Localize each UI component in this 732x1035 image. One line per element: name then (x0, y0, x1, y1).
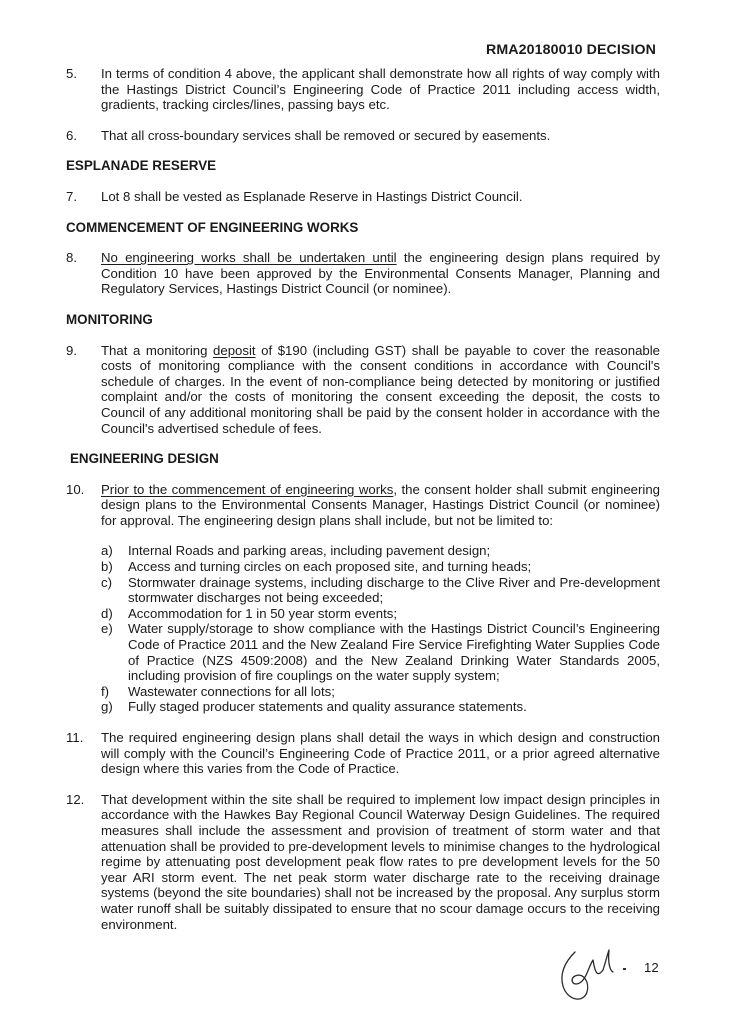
condition-text: , the consent holder shall submit engineering design plans to the Environmental Consents Manager, Hastings District Council (or nominee) for approval. The engineering design plans shall include, but not be limited to: (101, 481, 660, 528)
list-letter: e) (101, 621, 113, 637)
condition-text: That development within the site shall be required to implement low impact design principles in accordance with the Hawkes Bay Regional Council Waterway Design Guidelines. The required measures shall include the assessment and provision of treatment of storm water and that attenuation shall be provided to pre-development levels to minimise changes to the hydrological regime by attenuating post development peak flow rates to pre development levels for the 50 year ARI storm event. The net peak storm water discharge rate to the receiving drainage systems (beyond the site boundaries) shall not be increased by the proposal. Any surplus storm water runoff shall be suitably dissipated to ensure that no scour damage occurs to the receiving environment. (101, 791, 660, 932)
condition-5 (66, 66, 660, 113)
condition-number: 10. (66, 481, 85, 497)
design-plan-requirements-list (101, 543, 660, 715)
condition-text: That all cross-boundary services shall be removed or secured by easements. (101, 127, 551, 143)
condition-text: the engineering design plans required by Condition 10 have been approved by the Environmental Consents Manager, Planning and Regulatory Services, Hastings District Council (or nominee). (101, 250, 660, 297)
list-item-text: Stormwater drainage systems, including discharge to the Clive River and Pre-development stormwater discharges not being exceeded; (128, 574, 660, 606)
list-item (101, 575, 660, 606)
page-number: 12 (644, 960, 659, 975)
section-heading-commencement: COMMENCEMENT OF ENGINEERING WORKS (66, 219, 359, 235)
condition-number: 12. (66, 791, 85, 807)
section-heading-esplanade: ESPLANADE RESERVE (66, 158, 217, 174)
condition-12 (66, 792, 660, 932)
list-item (101, 684, 660, 700)
list-letter: g) (101, 699, 113, 715)
condition-text: of $190 (including GST) shall be payable to cover the reasonable costs of monitoring compliance with the consent conditions in accordance with Council's schedule of charges. In the event of non-compliance being detected by monitoring or justified complaint and/or the costs of monitoring the consent exceeding the deposit, the costs to Council of any additional monitoring shall be paid by the consent holder in accordance with the Council's advertised schedule of fees. (101, 342, 660, 436)
condition-7 (66, 189, 660, 205)
list-letter: a) (101, 543, 113, 559)
condition-text: In terms of condition 4 above, the applicant shall demonstrate how all rights of way comply with the Hastings District Council’s Engineering Code of Practice 2011 including access width, gradients, tracking circles/lines, passing bays etc. (101, 66, 660, 113)
list-item-text: Access and turning circles on each proposed site, and turning heads; (128, 559, 532, 575)
condition-number: 11. (66, 730, 84, 745)
section-heading-engineering: ENGINEERING DESIGN (70, 451, 219, 467)
list-item (101, 699, 660, 715)
condition-number: 7. (66, 188, 77, 204)
condition-number: 6. (66, 127, 77, 143)
condition-text: Lot 8 shall be vested as Esplanade Reserve in Hastings District Council. (101, 188, 523, 204)
condition-8 (66, 250, 660, 297)
list-item-text: Wastewater connections for all lots; (128, 683, 335, 699)
document-reference: RMA20180010 DECISION (486, 42, 656, 58)
list-item (101, 621, 660, 683)
handwritten-signature (553, 942, 625, 1006)
list-letter: d) (101, 605, 113, 621)
list-item-text: Water supply/storage to show compliance with the Hastings District Council’s Engineering Code of Practice 2011 and the New Zealand Fire Service Firefighting Water Supplies Code of Practice (NZS 4509:2008) and the New Zealand Drinking Water Standards 2005, including provision of fire couplings on the water supply system; (128, 621, 660, 684)
condition-9 (66, 343, 660, 437)
condition-11 (66, 730, 660, 777)
condition-number: 9. (66, 342, 77, 358)
list-letter: b) (101, 559, 113, 575)
underlined-phrase: Prior to the commencement of engineering works (101, 481, 394, 497)
list-item (101, 606, 660, 622)
list-item-text: Accommodation for 1 in 50 year storm events; (128, 605, 397, 621)
condition-6 (66, 128, 660, 144)
list-letter: c) (101, 574, 112, 590)
list-item (101, 559, 660, 575)
list-item-text: Internal Roads and parking areas, including pavement design; (128, 543, 491, 559)
condition-text: The required engineering design plans shall detail the ways in which design and construction will comply with the Council’s Engineering Code of Practice 2011, or a prior agreed alternative design where this varies from the Code of Practice. (101, 730, 660, 777)
section-heading-monitoring: MONITORING (66, 311, 153, 327)
condition-10 (66, 482, 660, 715)
list-item-text: Fully staged producer statements and quality assurance statements. (128, 699, 527, 715)
list-item (101, 543, 660, 559)
condition-number: 5. (66, 66, 77, 81)
document-body (66, 66, 660, 932)
condition-number: 8. (66, 250, 77, 266)
signature-dot (623, 968, 626, 970)
list-letter: f) (101, 683, 110, 699)
underlined-word: deposit (213, 342, 256, 358)
underlined-phrase: No engineering works shall be undertaken until (101, 250, 397, 266)
condition-text: That a monitoring (101, 342, 214, 358)
